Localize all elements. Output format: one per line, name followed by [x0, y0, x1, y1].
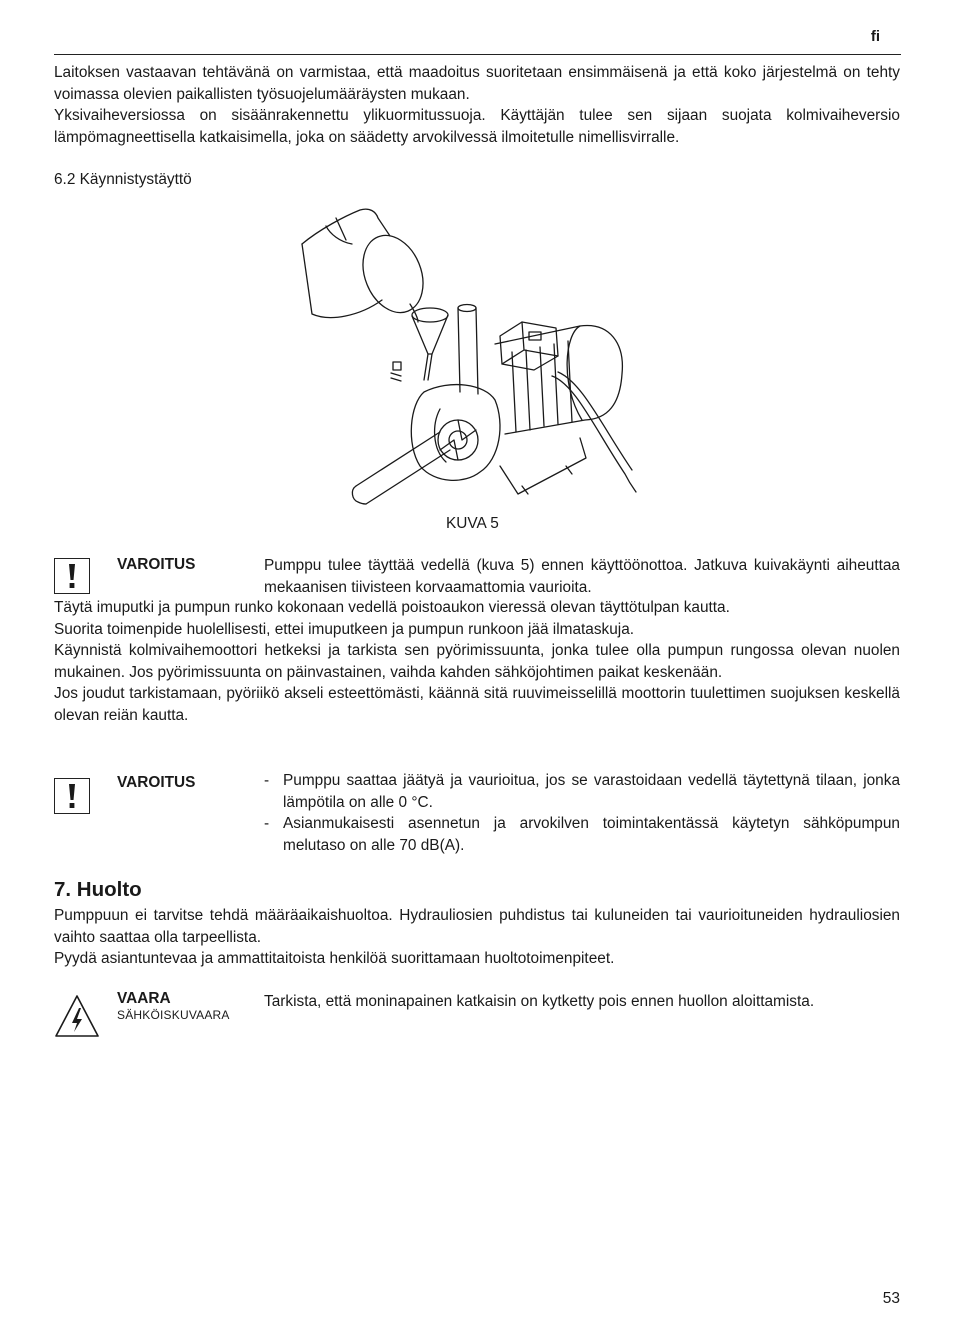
maintenance-paragraph: Pumppuun ei tarvitse tehdä määräaikaishuoltoa. Hydrauliosien puhdistus tai kuluneiden tai vaurioituneiden hydrauliosien vaihto saattaa olla tarpeellista.	[54, 907, 900, 946]
list-item: - Pumppu saattaa jäätyä ja vaurioitua, jos se varastoidaan vedellä täytettynä tilaan, jonka lämpötila on alle 0 °C.	[264, 772, 900, 811]
danger-sublabel: SÄHKÖISKUVAARA	[117, 1008, 230, 1022]
filling-instructions	[54, 597, 900, 726]
section-heading-6-2: 6.2 Käynnistystäyttö	[54, 171, 192, 188]
intro-text	[54, 62, 900, 148]
warning-label: VAROITUS	[117, 556, 196, 573]
intro-paragraph: Laitoksen vastaavan tehtävänä on varmistaa, että maadoitus suoritetaan ensimmäisenä ja että koko järjestelmä on tehty voimassa olevien paikallisten työsuojelumääräysten mukaan.	[54, 64, 900, 103]
list-item-text: Asianmukaisesti asennetun ja arvokilven toimintakentässä käytetyn sähköpumpun melutaso on alle 70 dB(A).	[283, 815, 900, 854]
warning-text: Pumppu tulee täyttää vedellä (kuva 5) ennen käyttöönottoa. Jatkuva kuivakäynti aiheuttaa mekaanisen tiivisteen korvaamattomia vaurioita.	[264, 557, 900, 596]
instruction-paragraph: Täytä imuputki ja pumpun runko kokonaan vedellä poistoaukon vieressä olevan täyttötulpan kautta.	[54, 599, 730, 616]
danger-label: VAARA	[117, 990, 171, 1007]
section-heading-7: 7. Huolto	[54, 878, 142, 901]
instruction-paragraph: Suorita toimenpide huolellisesti, ettei imuputkeen ja pumpun runkoon jää ilmataskuja.	[54, 620, 635, 638]
maintenance-paragraph: Pyydä asiantuntevaa ja ammattitaitoista henkilöä suorittamaan huoltotoimenpiteet.	[54, 950, 615, 967]
warning-icon	[54, 778, 90, 814]
danger-text: Tarkista, että moninapainen katkaisin on kytketty pois ennen huollon aloittamista.	[264, 993, 815, 1010]
warning-list	[264, 770, 900, 856]
header-rule	[54, 54, 901, 55]
language-code: fi	[870, 28, 880, 45]
pump-filling-illustration	[290, 204, 650, 512]
intro-paragraph: Yksivaiheversiossa on sisäänrakennettu ylikuormitussuoja. Käyttäjän tulee sen sijaan suojata kolmivaiheversio lämpömagneettisella katkaisimella, joka on säädetty arvokilvessä ilmoitetulle nimellisvirralle.	[54, 107, 900, 146]
list-item-text: Pumppu saattaa jäätyä ja vaurioitua, jos se varastoidaan vedellä täytettynä tilaan, jonka lämpötila on alle 0 °C.	[283, 772, 900, 811]
warning-icon	[54, 558, 90, 594]
maintenance-text	[54, 905, 900, 970]
list-item: - Asianmukaisesti asennetun ja arvokilven toimintakentässä käytetyn sähköpumpun melutaso on alle 70 dB(A).	[264, 815, 900, 854]
page-number: 53	[882, 1290, 900, 1307]
instruction-paragraph: Jos joudut tarkistamaan, pyöriikö akseli esteettömästi, käännä sitä ruuvimeisselillä moottorin tuulettimen suojuksen keskellä olevan reiän kautta.	[54, 685, 900, 724]
exclamation-icon	[65, 783, 79, 809]
electric-shock-warning-icon	[54, 994, 100, 1038]
warning-label: VAROITUS	[117, 774, 196, 791]
figure-caption: KUVA 5	[446, 515, 499, 532]
instruction-paragraph: Käynnistä kolmivaihemoottori hetkeksi ja tarkista sen pyörimissuunta, jonka tulee olla pumpun rungossa olevan nuolen mukainen. Jos pyörimissuunta on päinvastainen, vaihda kahden sähköjohtimen paikat keskenään.	[54, 642, 900, 681]
exclamation-icon	[65, 563, 79, 589]
